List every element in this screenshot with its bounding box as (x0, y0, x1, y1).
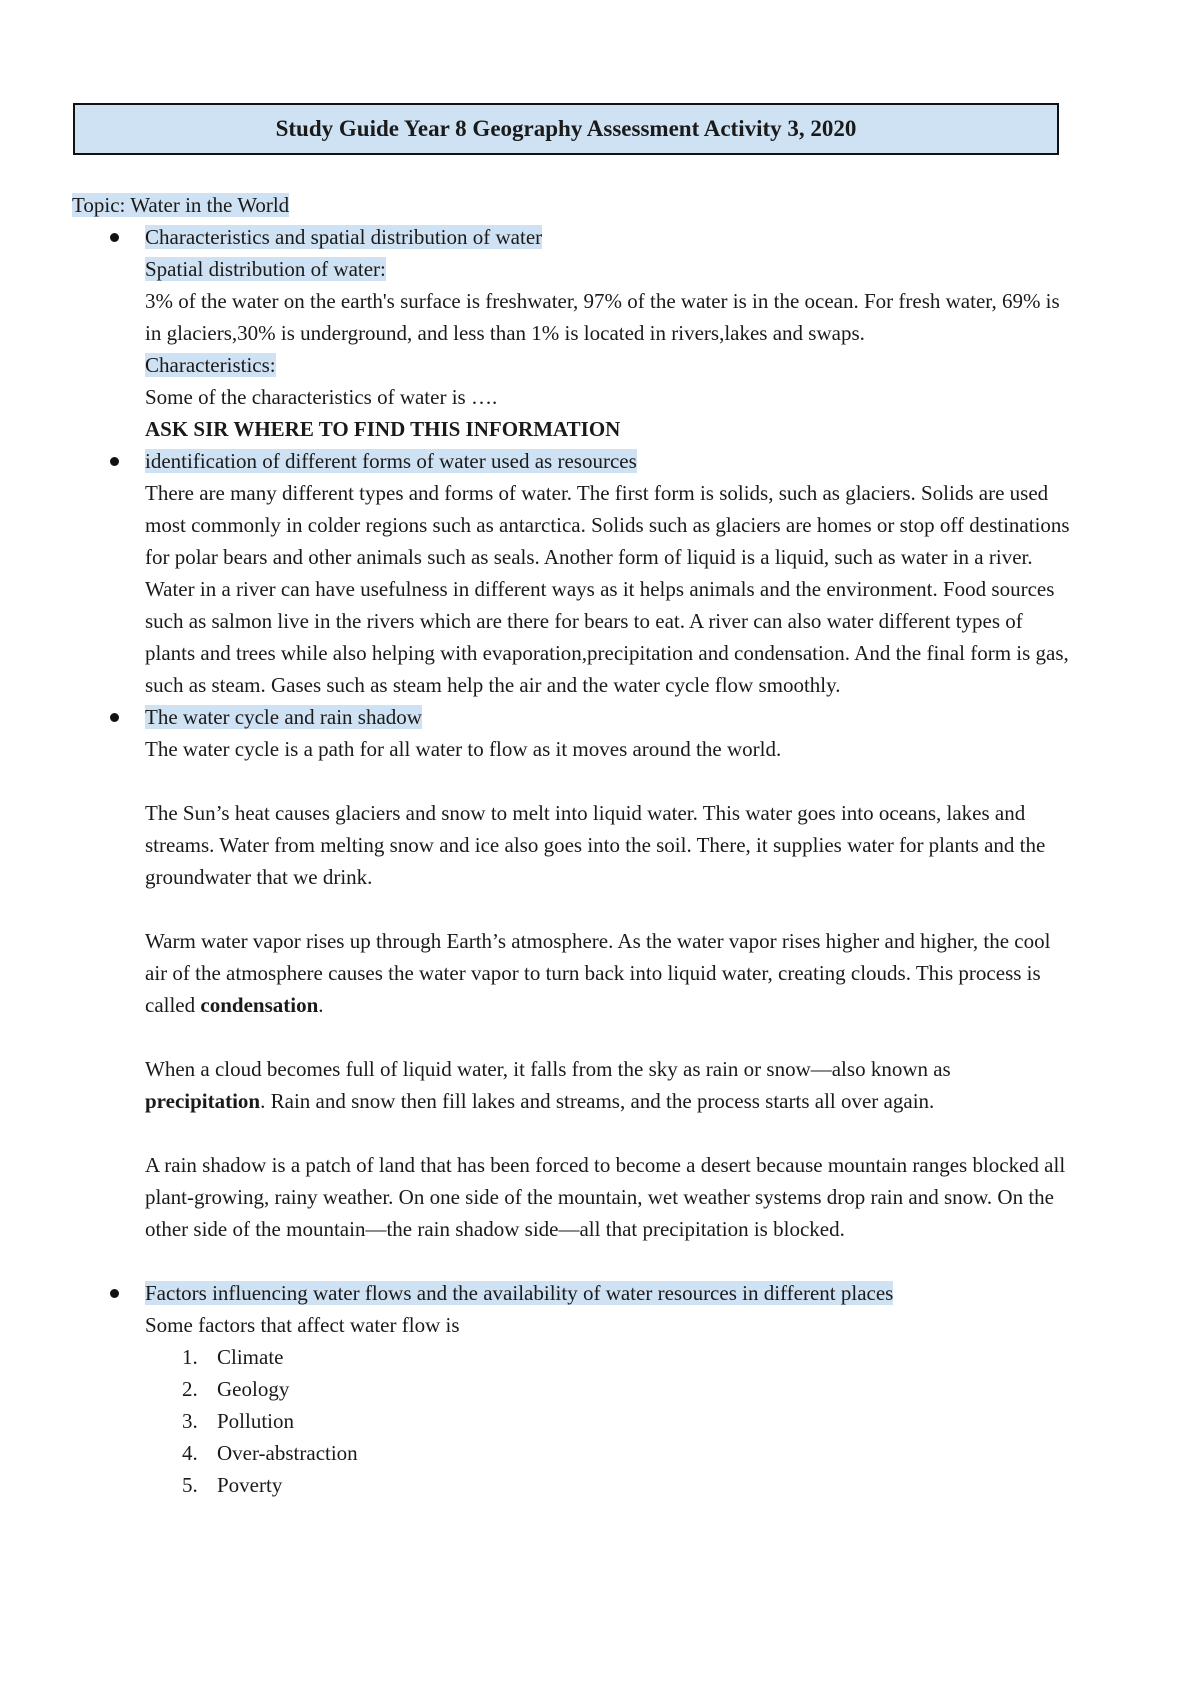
paragraph-rain-shadow: A rain shadow is a patch of land that has been forced to become a desert because mountain ranges blocked all plant-growing, rainy weather. On one side of the mountain, wet weather systems drop rain and snow. On the other side of the mountain—the rain shadow side—all that precipitation is blocked. (145, 1153, 1066, 1241)
list-item: 1. Climate (182, 1345, 284, 1369)
list-item: 2. Geology (182, 1377, 290, 1401)
paragraph-factors-intro: Some factors that affect water flow is (145, 1313, 460, 1337)
paragraph-precipitation: When a cloud becomes full of liquid water, it falls from the sky as rain or snow—also known as precipitation. Rain and snow then fill lakes and streams, and the process starts all over again. (145, 1057, 951, 1113)
title-box (73, 103, 1059, 155)
document-body (72, 189, 1072, 1501)
section-heading: identification of different forms of water used as resources (145, 449, 637, 473)
subheading-spatial: Spatial distribution of water: (145, 257, 386, 281)
bullet-dot (110, 713, 119, 722)
paragraph-spatial: 3% of the water on the earth's surface is freshwater, 97% of the water is in the ocean. For fresh water, 69% is in glaciers,30% is underground, and less than 1% is located in rivers,lakes and swaps. (145, 289, 1060, 345)
list-item: 3. Pollution (182, 1409, 295, 1433)
paragraph-forms: There are many different types and forms of water. The first form is solids, such as glaciers. Solids are used most commonly in colder regions such as antarctica. Solids such as glaciers are homes or stop off destinations for polar bears and other animals such as seals. Another form of liquid is a liquid, such as water in a river. Water in a river can have usefulness in different ways as it helps animals and the environment. Food sources such as salmon live in the rivers which are there for bears to eat. A river can also water different types of plants and trees while also helping with evaporation,precipitation and condensation. And the final form is gas, such as steam. Gases such as steam help the air and the water cycle flow smoothly. (145, 481, 1070, 697)
bullet-dot (110, 1289, 119, 1298)
term-condensation: condensation (200, 993, 319, 1017)
term-precipitation: precipitation (145, 1089, 261, 1113)
paragraph-characteristics: Some of the characteristics of water is …. (145, 385, 498, 409)
bullet-forms-of-water (72, 445, 1072, 477)
paragraph-cycle-intro: The water cycle is a path for all water to flow as it moves around the world. (145, 737, 782, 761)
bullet-factors (72, 1277, 1072, 1309)
paragraph-condensation: Warm water vapor rises up through Earth’s atmosphere. As the water vapor rises higher and higher, the cool air of the atmosphere causes the water vapor to turn back into liquid water, creating clouds. This process is called condensation. (145, 929, 1051, 1017)
bullet-dot (110, 457, 119, 466)
topic-line: Topic: Water in the World (72, 193, 290, 217)
bullet-dot (110, 233, 119, 242)
factors-list (72, 1341, 1072, 1501)
ask-sir-note: ASK SIR WHERE TO FIND THIS INFORMATION (145, 417, 621, 441)
section-heading: Factors influencing water flows and the availability of water resources in different places (145, 1281, 894, 1305)
paragraph-melting: The Sun’s heat causes glaciers and snow to melt into liquid water. This water goes into oceans, lakes and streams. Water from melting snow and ice also goes into the soil. There, it supplies water for plants and the groundwater that we drink. (145, 801, 1046, 889)
page-title: Study Guide Year 8 Geography Assessment Activity 3, 2020 (275, 116, 857, 141)
list-item: 5. Poverty (182, 1473, 283, 1497)
list-item: 4. Over-abstraction (182, 1441, 358, 1465)
subheading-characteristics: Characteristics: (145, 353, 276, 377)
section-heading: The water cycle and rain shadow (145, 705, 422, 729)
bullet-characteristics (72, 221, 1072, 253)
section-heading: Characteristics and spatial distribution of water (145, 225, 543, 249)
bullet-water-cycle (72, 701, 1072, 733)
